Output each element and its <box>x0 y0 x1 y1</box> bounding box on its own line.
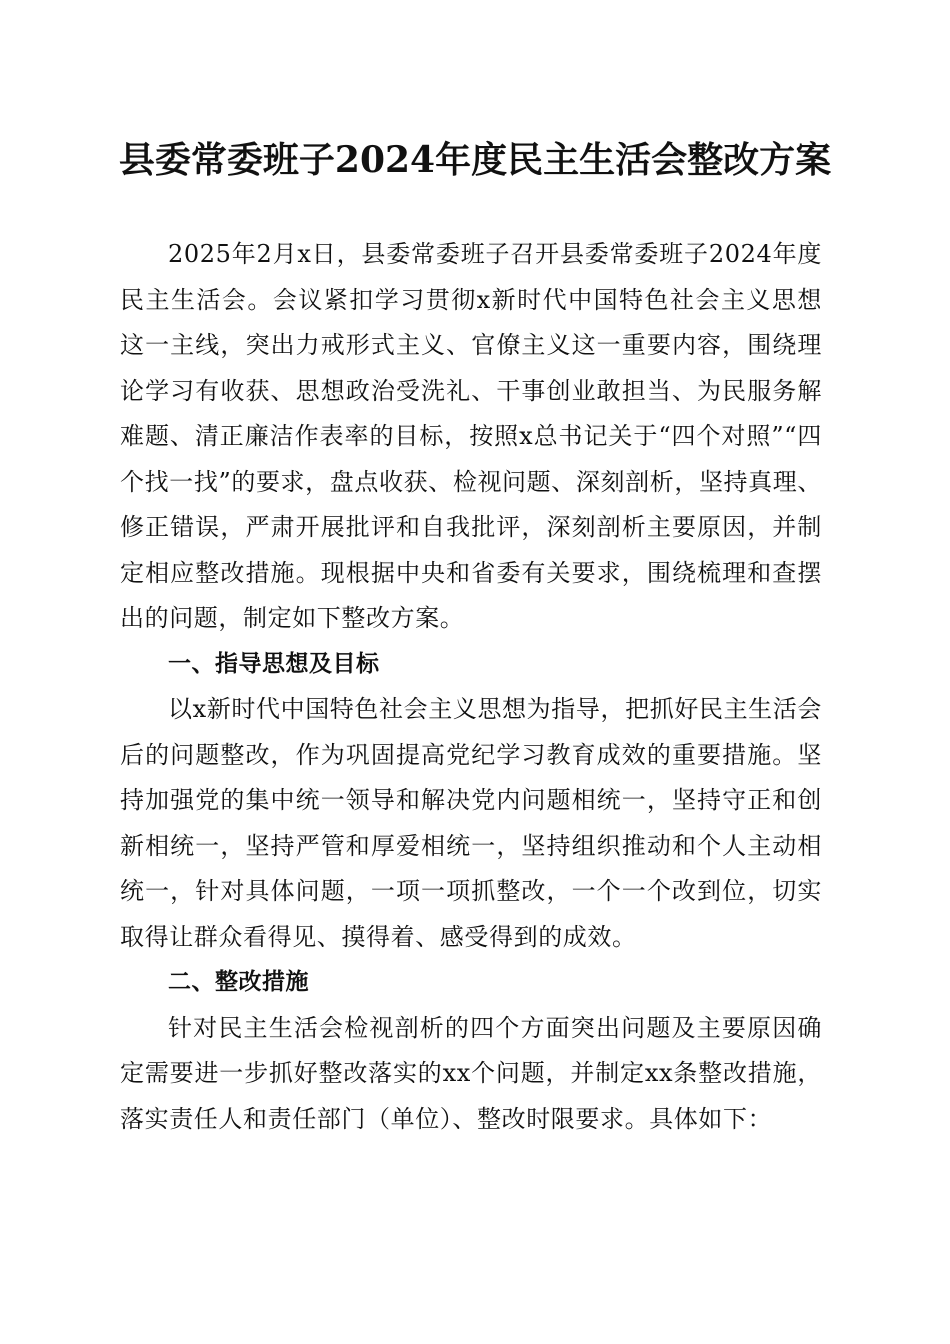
document-title: 县委常委班子2024年度民主生活会整改方案 <box>118 139 832 181</box>
section-heading-guiding-ideology: 一、指导思想及目标 <box>168 650 380 677</box>
section-heading-rectification-measures: 二、整改措施 <box>168 969 309 995</box>
rectification-measures-paragraph: 针对民主生活会检视剖析的四个方面突出问题及主要原因确定需要进一步抓好整改落实的xx个问题，并制定xx条整改措施，落实责任人和责任部门（单位）、整改时限要求。具体如下： <box>120 1013 822 1133</box>
intro-paragraph: 2025年2月x日，县委常委班子召开县委常委班子2024年度民主生活会。会议紧扣学习贯彻x新时代中国特色社会主义思想这一主线，突出力戒形式主义、官僚主义这一重要内容，围绕理论学习有收获、思想政治受洗礼、干事创业敢担当、为民服务解难题、清正廉洁作表率的目标，按照x总书记关于“四个对照”“四个找一找”的要求，盘点收获、检视问题、深刻剖析，坚持真理、修正错误，严肃开展批评和自我批评，深刻剖析主要原因，并制定相应整改措施。现根据中央和省委有关要求，围绕梳理和查摆出的问题，制定如下整改方案。 <box>120 240 822 632</box>
document-body <box>120 232 822 1142</box>
guiding-ideology-paragraph: 以x新时代中国特色社会主义思想为指导，把抓好民主生活会后的问题整改，作为巩固提高党纪学习教育成效的重要措施。坚持加强党的集中统一领导和解决党内问题相统一，坚持守正和创新相统一，坚持严管和厚爱相统一，坚持组织推动和个人主动相统一，针对具体问题，一项一项抓整改，一个一个改到位，切实取得让群众看得见、摸得着、感受得到的成效。 <box>120 695 822 951</box>
